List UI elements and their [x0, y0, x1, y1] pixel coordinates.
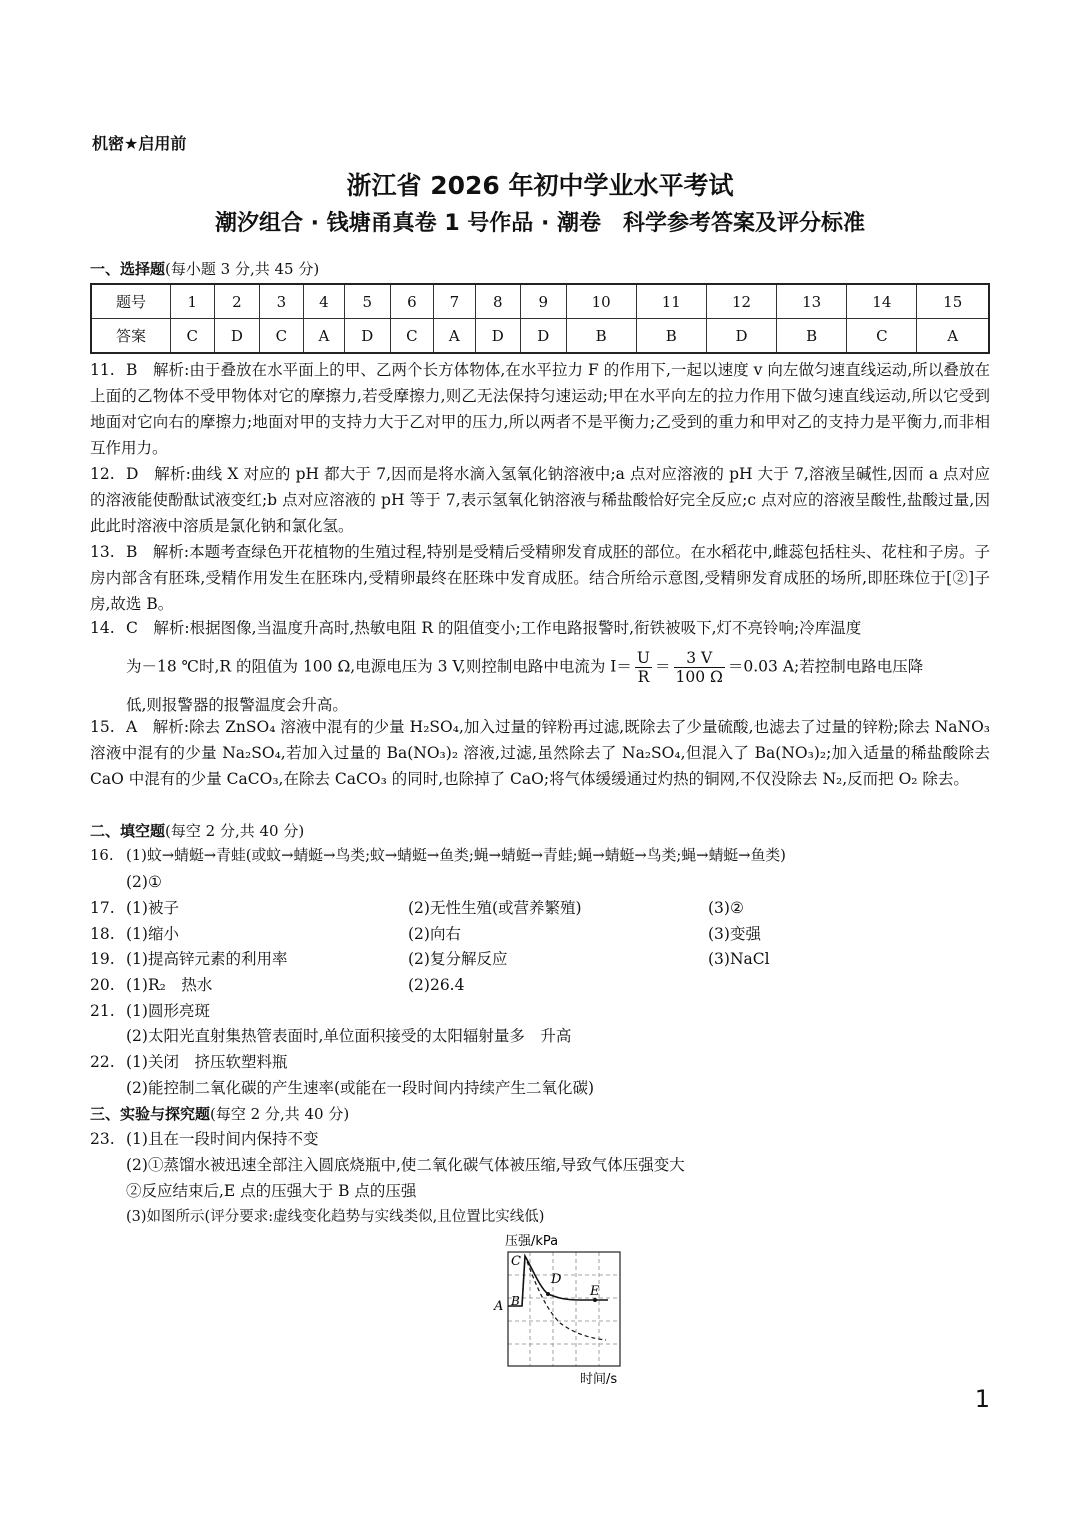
point-d-label: D — [551, 1272, 562, 1287]
table-cell-number: 13 — [777, 284, 847, 319]
q11-analysis: 11. B 解析:由于叠放在水平面上的甲、乙两个长方体物体,在水平拉力 F 的作用下,一起以速度 v 向左做匀速直线运动,所以叠放在上面的乙物体不受甲物体对它的摩擦力,若受摩擦力,则乙无法保持匀速运动;甲在水平向左的拉力作用下做匀速直线运动,所以它受到地面对它向右的摩擦力;地面对甲的支持力大于乙对甲的压力,所以两者不是平衡力;乙受到的重力和甲对乙的支持力是平衡力,而非相互作用力。 — [90, 361, 990, 457]
table-cell-number: 2 — [214, 284, 260, 319]
table-cell-answer: B — [777, 319, 847, 354]
table-cell-number: 10 — [566, 284, 636, 319]
q23-answer-2: (2)①蒸馏水被迅速全部注入圆底烧瓶中,使二氧化碳气体被压缩,导致气体压强变大 — [126, 1156, 685, 1174]
pressure-time-graph — [480, 1228, 640, 1388]
table-cell-number: 6 — [390, 284, 434, 319]
table-cell-number: 1 — [171, 284, 215, 319]
page-subtitle: 潮汐组合 · 钱塘甬真卷 1 号作品 · 潮卷 科学参考答案及评分标准 — [215, 211, 865, 236]
table-cell-number: 15 — [917, 284, 989, 319]
table-cell-number: 11 — [636, 284, 706, 319]
q21-answer-2: (2)太阳光直射集热管表面时,单位面积接受的太阳辐射量多 升高 — [126, 1027, 572, 1045]
q13-analysis: 13. B 解析:本题考查绿色开花植物的生殖过程,特别是受精后受精卵发育成胚的部位。在水稻花中,雌蕊包括柱头、花柱和子房。子房内部含有胚珠,受精作用发生在胚珠内,受精卵最终在胚珠中发育成胚。结合所给示意图,受精卵发育成胚的场所,即胚珠位于[②]子房,故选 B。 — [90, 543, 990, 613]
table-cell-answer: A — [917, 319, 989, 354]
table-cell-number: 8 — [475, 284, 521, 319]
graph-x-label: 时间/s — [580, 1372, 618, 1387]
section-1-heading: 一、选择题(每小题 3 分,共 45 分) — [90, 260, 320, 278]
table-cell-number: 3 — [260, 284, 304, 319]
table-cell-answer: D — [475, 319, 521, 354]
section-3-heading: 三、实验与探究题(每空 2 分,共 40 分) — [90, 1105, 350, 1123]
page-number: 1 — [974, 1385, 990, 1413]
table-row-label: 题号 — [91, 284, 171, 319]
table-cell-answer: C — [171, 319, 215, 354]
table-cell-number: 7 — [434, 284, 475, 319]
q16-answer: 16. (1)蚊→蜻蜓→青蛙(或蚊→蜻蜓→鸟类;蚊→蜻蜓→鱼类;蝇→蜻蜓→青蛙;蝇→蜻蜓→鸟类;蝇→蜻蜓→鱼类) — [90, 847, 786, 864]
table-cell-number: 9 — [521, 284, 567, 319]
answer-table — [90, 283, 990, 354]
table-cell-number: 14 — [847, 284, 917, 319]
point-b-label: B — [511, 1294, 520, 1308]
q23-answer-4: (3)如图所示(评分要求:虚线变化趋势与实线类似,且位置比实线低) — [126, 1209, 545, 1225]
q16-answer-2: (2)① — [126, 873, 162, 891]
point-e-label: E — [590, 1284, 600, 1299]
table-row-label: 答案 — [91, 319, 171, 354]
page-title: 浙江省 2026 年初中学业水平考试 — [346, 171, 734, 200]
q15-analysis: 15. A 解析:除去 ZnSO₄ 溶液中混有的少量 H₂SO₄,加入过量的锌粉再过滤,既除去了少量硫酸,也滤去了过量的锌粉;除去 NaNO₃ 溶液中混有的少量 Na₂SO₄,若加入过量的 Ba(NO₃)₂ 溶液,过滤,虽然除去了 Na₂SO₄,但混入了 Ba(NO₃)₂;加入适量的稀盐酸除去 CaO 中混有的少量 CaCO₃,在除去 CaCO₃ 的同时,也除掉了 CaO;将气体缓缓通过灼热的铜网,不仅没除去 N₂,反而把 O₂ 除去。 — [90, 718, 990, 788]
point-c-label: C — [511, 1254, 521, 1269]
q14-analysis: 14. C 解析:根据图像,当温度升高时,热敏电阻 R 的阻值变小;工作电路报警时,衔铁被吸下,灯不亮铃响;冷库温度 为－18 ℃时,R 的阻值为 100 Ω,电源电压为 3 V,则控制电路中电流为 I＝ $\frac{U}{R}$ ＝ $\frac{3 V}{100 \Omega}$ ＝0.03 A;若控制电路电压降 低,则报警器的报警温度会升高。 — [90, 619, 924, 714]
q12-analysis: 12. D 解析:曲线 X 对应的 pH 都大于 7,因而是将水滴入氢氧化钠溶液中;a 点对应溶液的 pH 大于 7,溶液呈碱性,因而 a 点对应的溶液能使酚酞试液变红;b 点对应溶液的 pH 等于 7,表示氢氧化钠溶液与稀盐酸恰好完全反应;c 点对应的溶液呈酸性,盐酸过量,因此此时溶液中溶质是氯化钠和氯化氢。 — [90, 465, 990, 535]
confidential-mark: 机密★启用前 — [92, 134, 187, 153]
table-cell-answer: D — [345, 319, 391, 354]
section-2-heading: 二、填空题(每空 2 分,共 40 分) — [90, 822, 305, 840]
q23-answer-3: ②反应结束后,E 点的压强大于 B 点的压强 — [126, 1182, 417, 1200]
table-cell-answer: A — [434, 319, 475, 354]
point-a-label: A — [494, 1299, 504, 1314]
table-cell-answer: B — [636, 319, 706, 354]
table-row — [91, 319, 989, 354]
fraction-u-r: $\frac{U}{R}$ — [636, 649, 650, 686]
table-cell-answer: C — [847, 319, 917, 354]
table-cell-answer: C — [260, 319, 304, 354]
table-cell-answer: D — [706, 319, 776, 354]
table-cell-answer: D — [214, 319, 260, 354]
table-cell-answer: A — [303, 319, 344, 354]
table-cell-answer: C — [390, 319, 434, 354]
table-cell-number: 12 — [706, 284, 776, 319]
fraction-3v-100ohm: $\frac{3 V}{100 \Omega}$ — [675, 649, 723, 686]
q22-answer-2: (2)能控制二氧化碳的产生速率(或能在一段时间内持续产生二氧化碳) — [126, 1079, 595, 1097]
table-cell-number: 5 — [345, 284, 391, 319]
table-row — [91, 284, 989, 319]
table-cell-number: 4 — [303, 284, 344, 319]
graph-y-label: 压强/kPa — [505, 1234, 559, 1249]
table-cell-answer: B — [566, 319, 636, 354]
table-cell-answer: D — [521, 319, 567, 354]
